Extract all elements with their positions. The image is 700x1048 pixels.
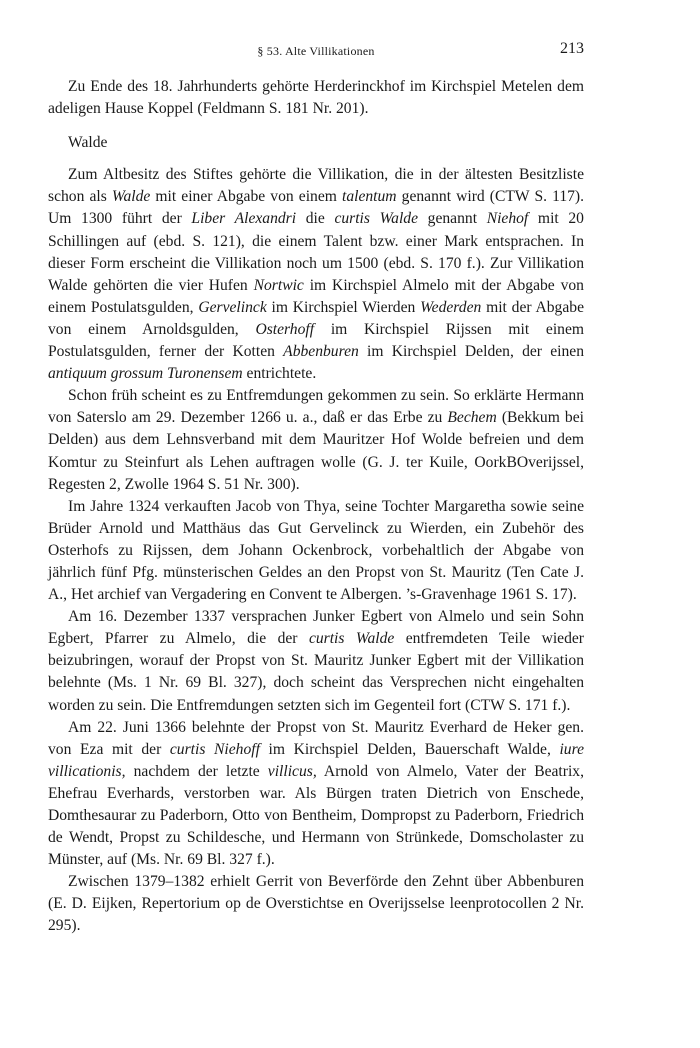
text-run: Arnold von Almelo, Vater der Beatrix, Ehefrau Everhards, verstorben war. Als Bürgen traten Dietrich von Enschede, Domthesaurar zu Paderborn, Otto von Bentheim, Dompropst zu Paderborn, Friedrich de Wendt, Propst zu Schildesche, und Hermann von Strünkede, Domscholaster zu Münster, auf (Ms. Nr. 69 Bl. 327 f.). — [48, 762, 584, 869]
text-run: entrichtete. — [242, 365, 317, 383]
text-run: im Kirchspiel Almelo mit der Abgabe von einem Postulatsgulden, — [48, 276, 584, 316]
running-head: § 53. Alte Villikationen — [257, 44, 375, 58]
italic-term: talentum — [341, 188, 397, 206]
text-run: im Kirchspiel Rijssen mit einem Postulatsgulden, ferner der Kotten — [48, 320, 584, 361]
italic-term: Liber Alexandri — [191, 210, 297, 228]
body-paragraph — [48, 164, 584, 385]
body-paragraph — [48, 385, 584, 495]
text-run: genannt — [418, 210, 487, 228]
body-paragraph — [48, 871, 584, 937]
body-paragraph — [48, 606, 584, 716]
italic-term: Bechem — [447, 409, 497, 427]
italic-term: Gervelinck — [198, 298, 267, 316]
page-header — [48, 40, 584, 64]
text-run: im Kirchspiel Wierden — [266, 298, 421, 316]
italic-term: Nortwic — [253, 276, 304, 294]
text-run: Schon früh scheint es zu Entfremdungen gekommen zu sein. So erklärte Hermann von Saterslo am 29. Dezember 1266 u. a., daß er das Erbe zu — [48, 387, 584, 427]
italic-term: Wederden — [420, 298, 482, 316]
italic-term: curtis Walde — [334, 210, 419, 228]
text-run: mit der Abgabe von einem Arnoldsgulden, — [48, 298, 584, 338]
text-run: im Kirchspiel Delden, Bauerschaft Walde, — [259, 740, 560, 758]
italic-term: Niehof — [486, 210, 529, 228]
italic-term: iure villicationis, — [48, 740, 584, 780]
text-run: Zum Altbesitz des Stiftes gehörte die Villikation, die in der ältesten Besitzliste schon als — [48, 166, 584, 206]
body-paragraph — [48, 76, 584, 120]
text-run: Zwischen 1379–1382 erhielt Gerrit von Beverförde den Zehnt über Abbenburen (E. D. Eijken, Repertorium op de Overstichtse en Overijsselse leenprotocollen 2 Nr. 295). — [48, 873, 584, 935]
italic-term: villicus, — [267, 762, 317, 780]
text-run: Am 16. Dezember 1337 versprachen Junker Egbert von Almelo und sein Sohn Egbert, Pfarrer zu Almelo, die der — [48, 608, 584, 648]
text-run: (Bekkum bei Delden) aus dem Lehnsverband mit dem Mauritzer Hof Wolde befreien und dem Komtur zu Steinfurt als Lehen auftragen wolle (G. J. ter Kuile, OorkBOverijssel, Regesten 2, Zwolle 1964 S. 51 Nr. 300). — [48, 409, 584, 493]
text-run: nachdem der letzte — [125, 762, 268, 780]
body-paragraph — [48, 717, 584, 872]
text-run: entfremdeten Teile wieder beizubringen, worauf der Propst von St. Mauritz Junker Egbert mit der Villikation belehnte (Ms. 1 Nr. 69 Bl. 327), doch scheint das Versprechen nicht eingehalten worden zu sein. Die Entfremdungen setzten sich im Gegenteil fort (CTW S. 171 f.). — [48, 630, 584, 714]
section-heading — [48, 132, 584, 154]
text-run: genannt wird (CTW S. 117). Um 1300 führt der — [48, 188, 585, 228]
page-number: 213 — [560, 40, 584, 57]
italic-term: curtis Walde — [308, 630, 395, 648]
text-run: die — [296, 210, 335, 228]
text-run: mit 20 Schillingen auf (ebd. S. 121), die einem Talent bzw. einer Mark entsprachen. In dieser Form erscheint die Villikation noch um 1500 (ebd. S. 170 f.). Zur Villikation Walde gehörten die vier Hufen — [48, 210, 584, 294]
italic-term: Abbenburen — [283, 343, 359, 361]
italic-term: antiquum grossum Turonensem — [48, 365, 243, 383]
italic-term: curtis Niehoff — [169, 740, 260, 758]
body-text — [48, 76, 584, 938]
italic-term: Osterhoff — [255, 320, 315, 338]
text-run: Zu Ende des 18. Jahrhunderts gehörte Herderinckhof im Kirchspiel Metelen dem adeligen Hause Koppel (Feldmann S. 181 Nr. 201). — [48, 78, 584, 118]
italic-term: Walde — [111, 188, 151, 206]
text-run: Im Jahre 1324 verkauften Jacob von Thya, seine Tochter Margaretha sowie seine Brüder Arnold und Matthäus das Gut Gervelinck zu Wierden, ein Zubehör des Osterhofs zu Rijssen, dem Johann Ockenbrock, vorbehaltlich der Abgabe von jährlich fünf Pfg. münsterischen Geldes an den Propst von St. Mauritz (Ten Cate J. A., Het archief van Vergadering en Convent te Albergen. ’s-Gravenhage 1961 S. 17). — [48, 497, 584, 604]
body-paragraph — [48, 496, 584, 606]
text-run: im Kirchspiel Delden, der einen — [358, 343, 584, 361]
text-run: mit einer Abgabe von einem — [150, 188, 342, 206]
text-run: Am 22. Juni 1366 belehnte der Propst von St. Mauritz Everhard de Heker gen. von Eza mit der — [48, 718, 584, 758]
text-run: Walde — [68, 134, 108, 152]
